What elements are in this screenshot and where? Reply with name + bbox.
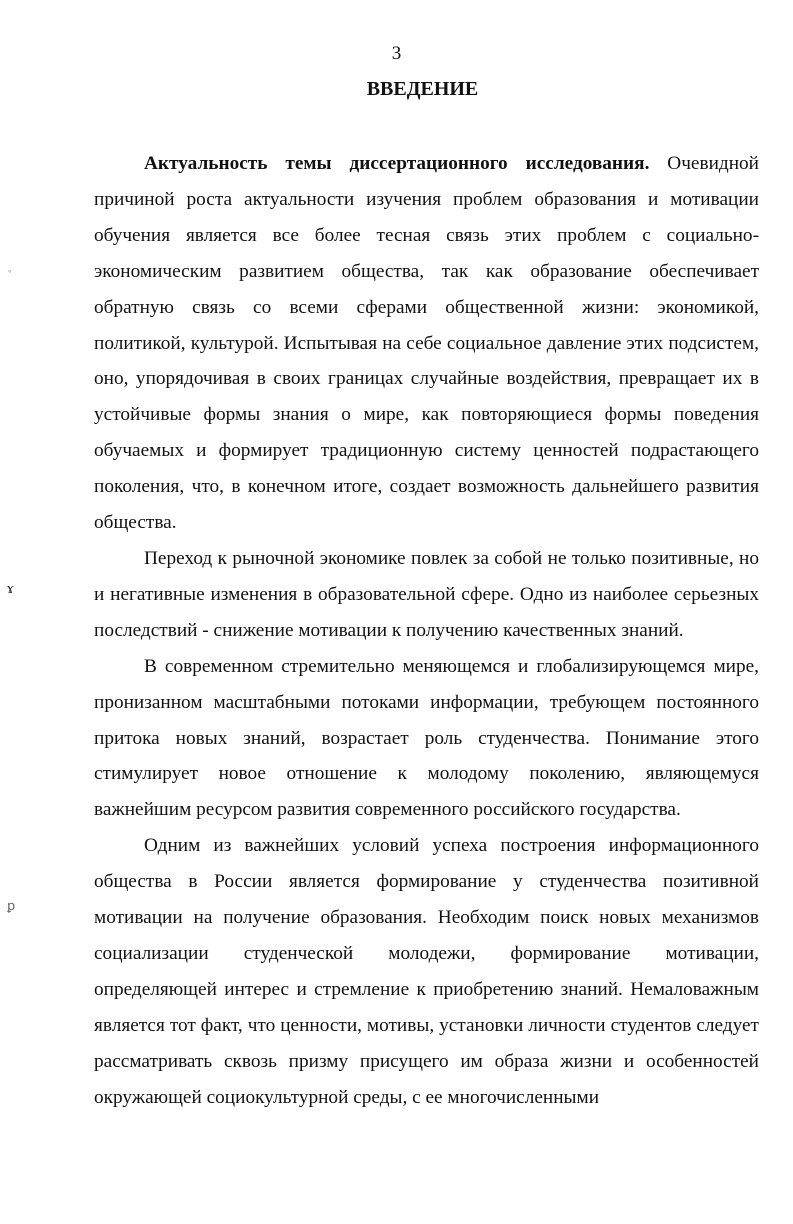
paragraph-lead: Актуальность темы диссертационного исследования. xyxy=(144,153,650,174)
paragraph-text: Очевидной причиной роста актуальности изучения проблем образования и мотивации обучения является все более тесная связь этих проблем с социально-экономическим развитием общества, так как образование обеспечивает обратную связь со всеми сферами общественной жизни: экономикой, политикой, культурой. Испытывая на себе социальное давление этих подсистем, оно, упорядочивая в своих границах случайные воздействия, превращает их в устойчивые формы знания о мире, как повторяющиеся формы поведения обучаемых и формирует традиционную систему ценностей подрастающего поколения, что, в конечном итоге, создает возможность дальнейшего развития общества. xyxy=(94,153,759,534)
section-heading: ВВЕДЕНИЕ xyxy=(366,78,479,100)
paragraph-market-transition: Переход к рыночной экономике повлек за собой не только позитивные, но и негативные изменения в образовательной сфере. Одно из наиболее серьезных последствий - снижение мотивации к получению качественных знаний. xyxy=(94,547,759,641)
scan-artifact-mark: ɤ xyxy=(7,581,14,597)
paragraph-students-role: В современном стремительно меняющемся и глобализирующемся мире, пронизанном масштабными потоками информации, требующем постоянного притока новых знаний, возрастает роль студенчества. Понимание этого стимулирует новое отношение к молодому поколению, являющемуся важнейшим ресурсом развития современного российского государства. xyxy=(94,655,759,821)
page-number: 3 xyxy=(391,43,402,64)
paragraph-information-society: Одним из важнейших условий успеха построения информационного общества в России является формирование у студенчества позитивной мотивации на получение образования. Необходим поиск новых механизмов социализации студенческой молодежи, формирование мотивации, определяющей интерес и стремление к приобретению знаний. Немаловажным является тот факт, что ценности, мотивы, установки личности студентов следует рассматривать сквозь призму присущего им образа жизни и особенностей окружающей социокультурной среды, с ее многочисленными xyxy=(94,835,759,1108)
body-text xyxy=(94,146,759,1115)
scan-artifact-mark: ꝑ xyxy=(7,898,16,913)
paragraph-relevance xyxy=(94,146,759,541)
scan-artifact-mark: ◦ xyxy=(8,266,12,276)
